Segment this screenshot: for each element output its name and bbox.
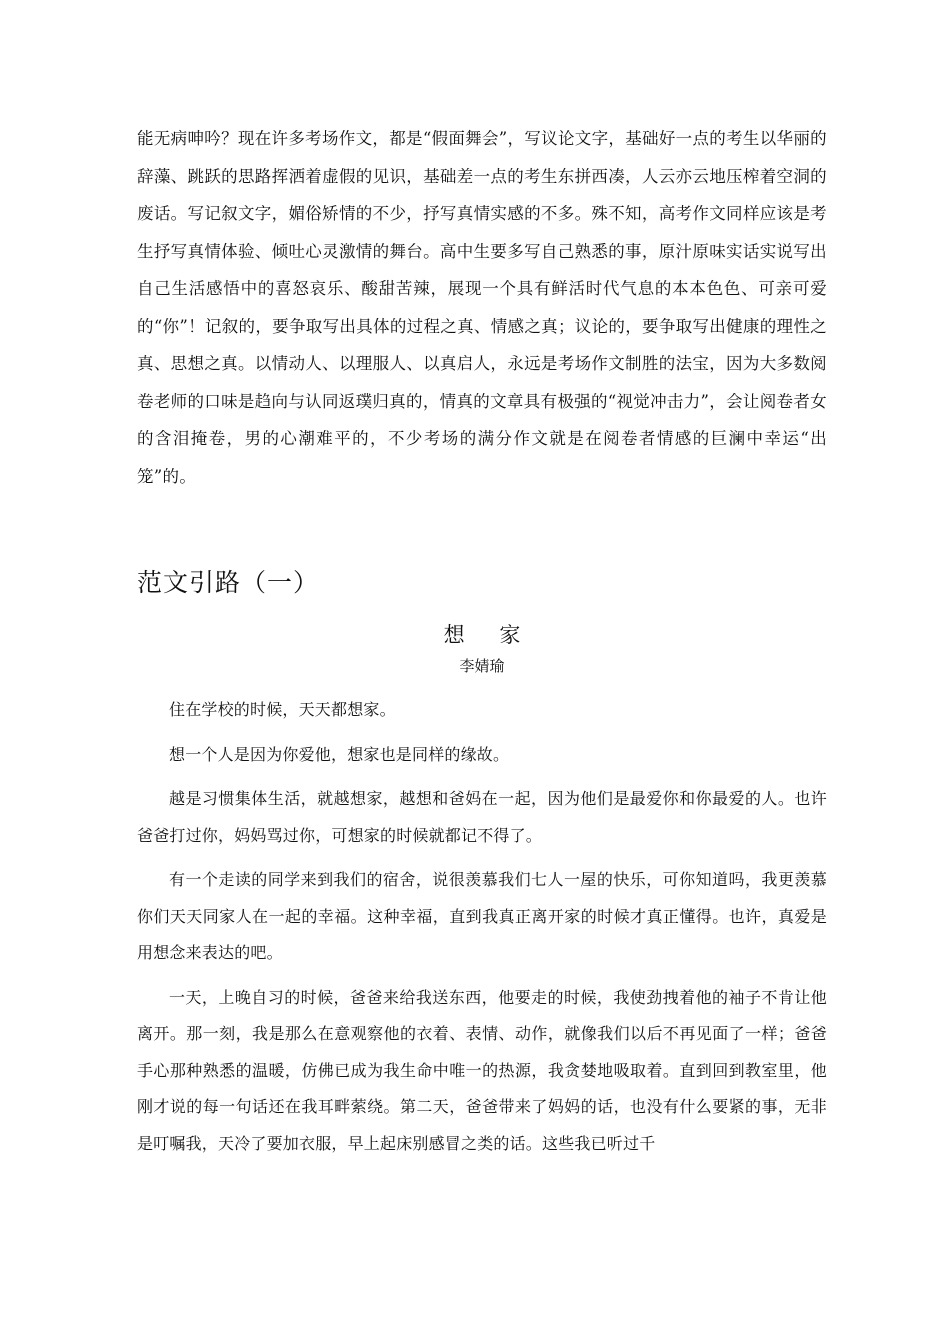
section-heading: 范文引路（一） — [137, 568, 320, 597]
essay-paragraph: 想一个人是因为你爱他，想家也是同样的缘故。 — [169, 744, 510, 764]
essay-paragraph: 越是习惯集体生活，就越想家，越想和爸妈在一起，因为他们是最爱你和你最爱的人。也许爸爸打过你，妈妈骂过你，可想家的时候就都记不得了。 — [137, 789, 827, 845]
essay-title: 想 家 — [443, 623, 535, 647]
essay-author: 李婧瑜 — [459, 657, 505, 675]
intro-section — [137, 120, 827, 495]
intro-paragraph: 能无病呻吟？现在许多考场作文，都是“假面舞会”，写议论文字，基础好一点的考生以华丽的辞藻、跳跃的思路挥洒着虚假的见识，基础差一点的考生东拼西凑，人云亦云地压榨着空洞的废话。写记叙文字，媚俗矫情的不少，抒写真情实感的不多。殊不知，高考作文同样应该是考生抒写真情体验、倾吐心灵激情的舞台。高中生要多写自己熟悉的事，原汁原味实话实说写出自己生活感悟中的喜怒哀乐、酸甜苦辣，展现一个具有鲜活时代气息的本本色色、可亲可爱的“你”！记叙的，要争取写出具体的过程之真、情感之真；议论的，要争取写出健康的理性之真、思想之真。以情动人、以理服人、以真启人，永远是考场作文制胜的法宝，因为大多数阅卷老师的口味是趋向与认同返璞归真的，情真的文章具有极强的“视觉冲击力”，会让阅卷者女的含泪掩卷，男的心潮难平的，不少考场的满分作文就是在阅卷者情感的巨澜中幸运“出笼”的。 — [137, 129, 827, 486]
essay-paragraph: 一天，上晚自习的时候，爸爸来给我送东西，他要走的时候，我使劲拽着他的袖子不肯让他离开。那一刻，我是那么在意观察他的衣着、表情、动作，就像我们以后不再见面了一样；爸爸手心那种熟悉的温暖，仿佛已成为我生命中唯一的热源，我贪婪地吸取着。直到回到教室里，他刚才说的每一句话还在我耳畔萦绕。第二天，爸爸带来了妈妈的话，也没有什么要紧的事，无非是叮嘱我，天冷了要加衣服，早上起床别感冒之类的话。这些我已听过千 — [137, 987, 827, 1153]
essay-paragraph: 有一个走读的同学来到我们的宿舍，说很羡慕我们七人一屋的快乐，可你知道吗，我更羡慕你们天天同家人在一起的幸福。这种幸福，直到我真正离开家的时候才真正懂得。也许，真爱是用想念来表达的吧。 — [137, 870, 827, 962]
essay-paragraph: 住在学校的时候，天天都想家。 — [169, 700, 396, 719]
essay-body — [137, 692, 827, 1162]
document-page — [137, 120, 827, 1170]
